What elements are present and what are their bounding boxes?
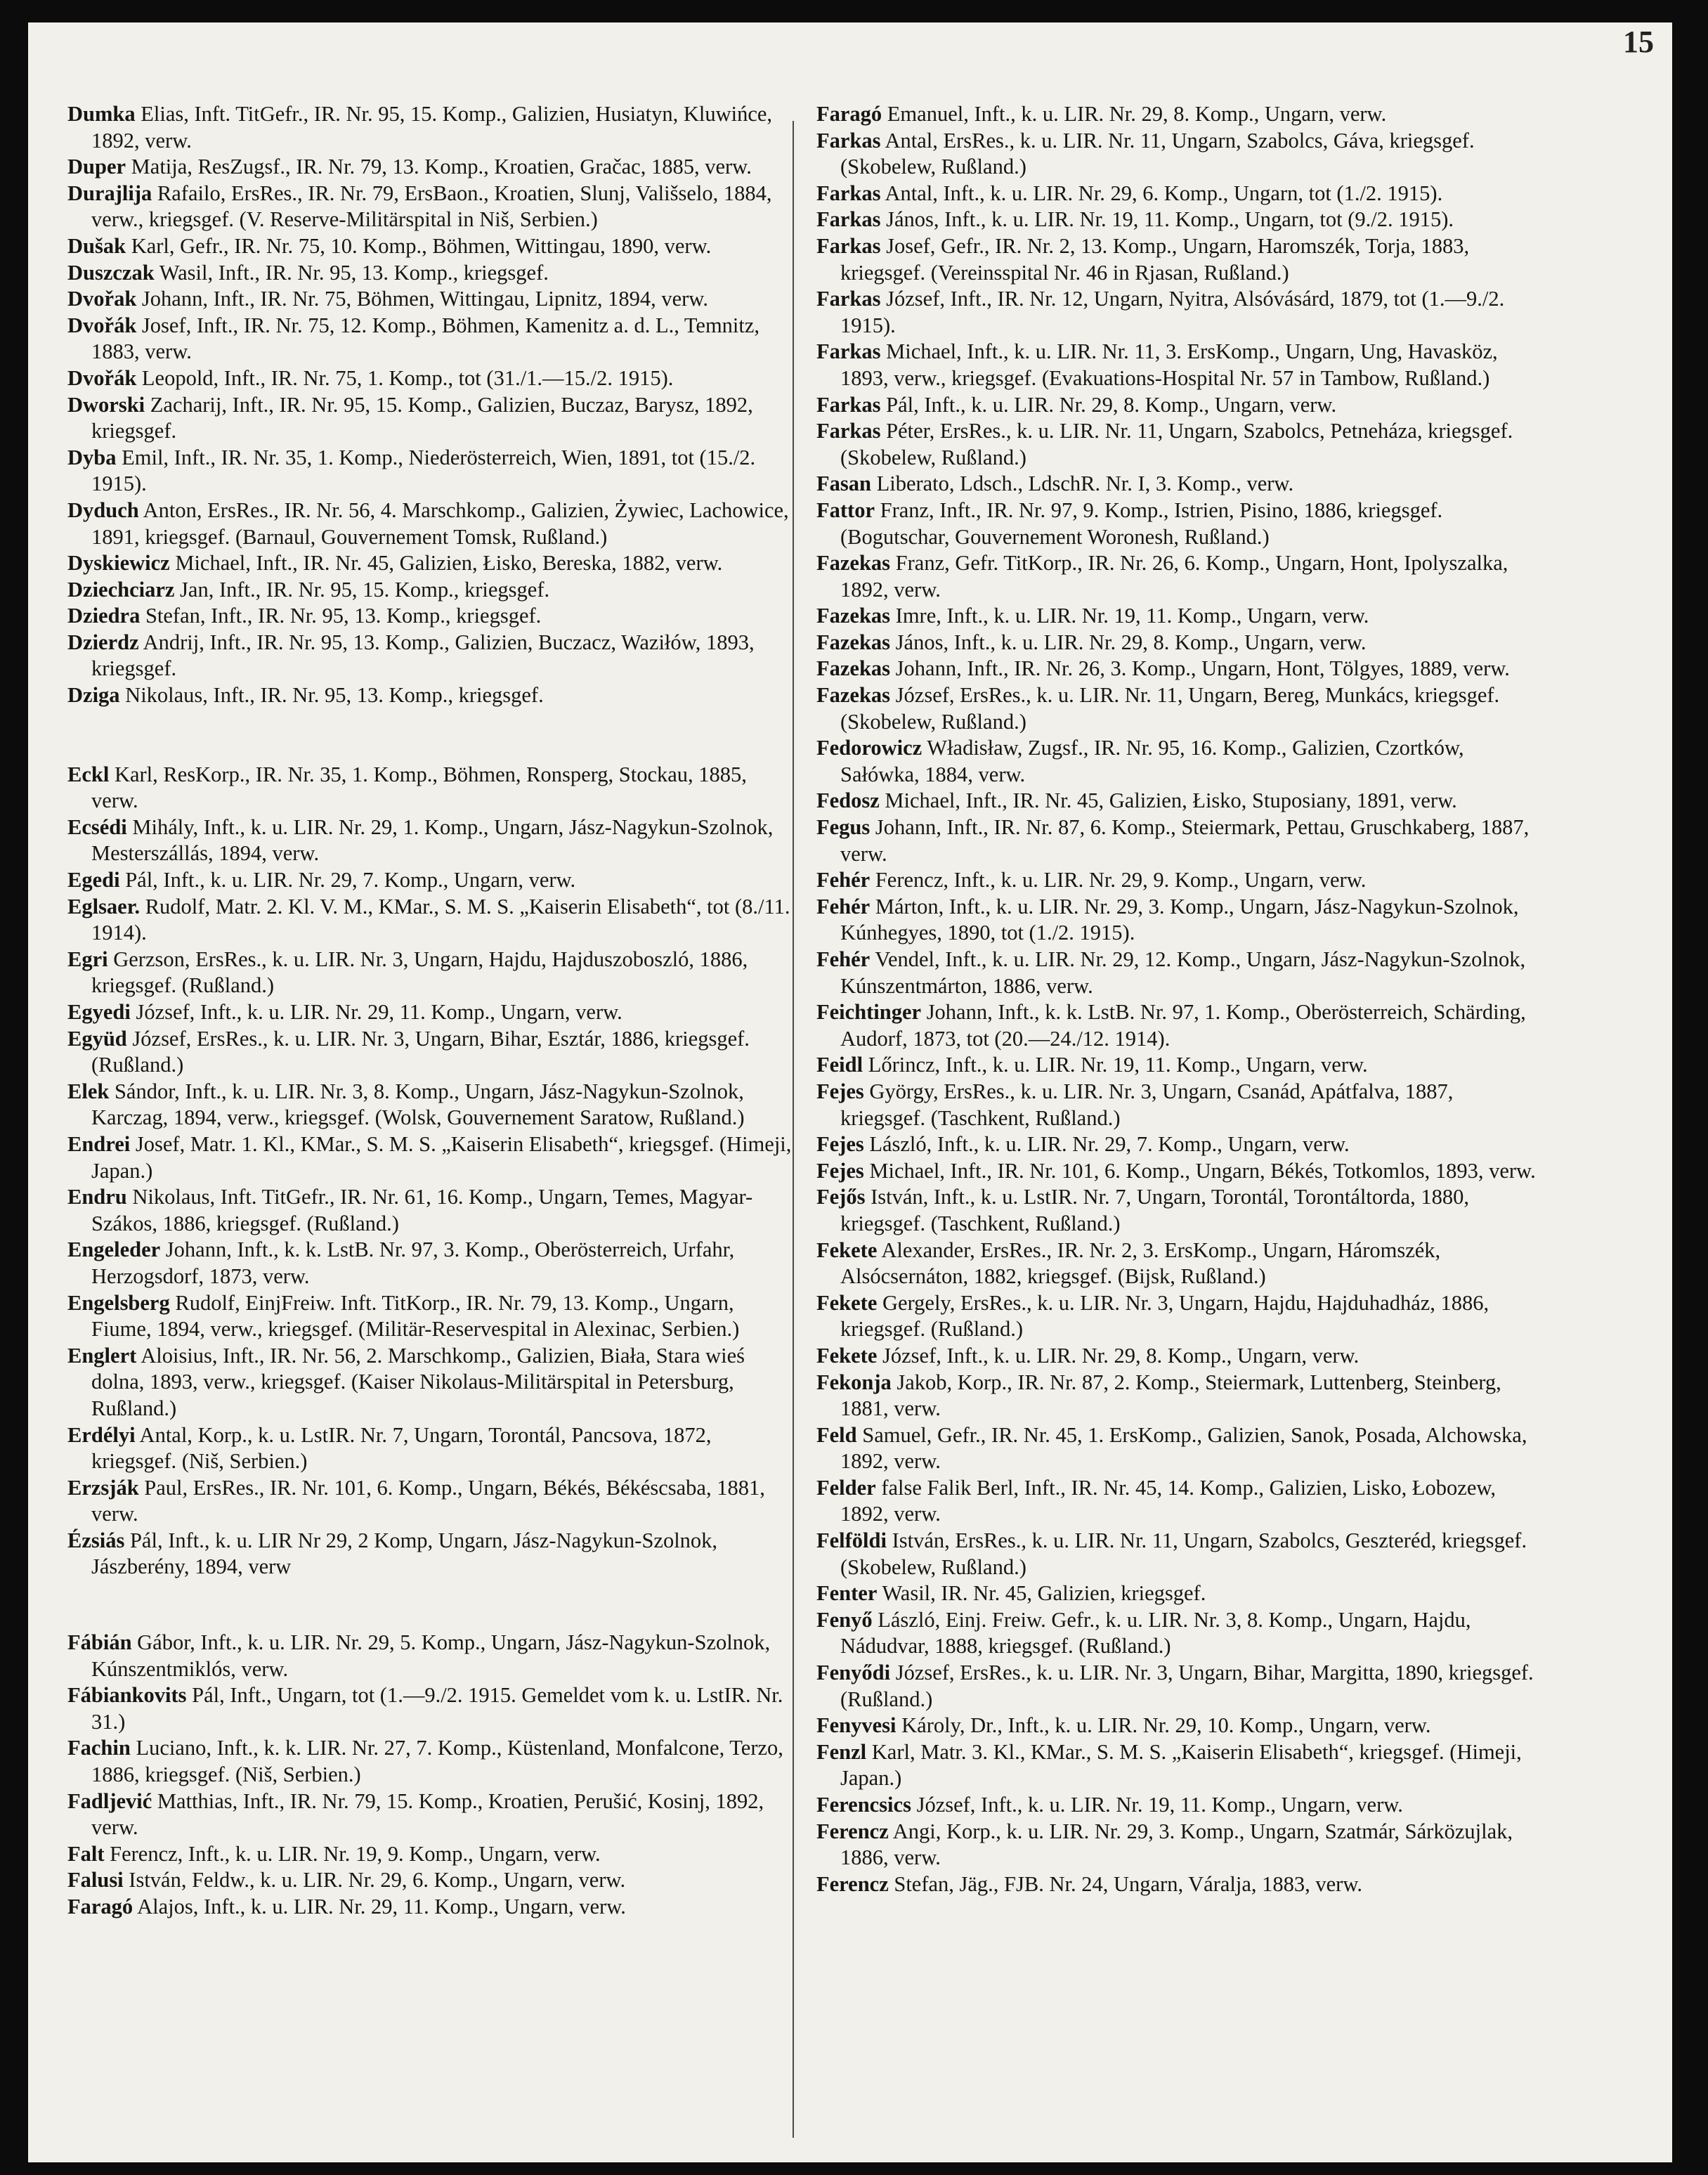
- entry-details: Karl, Gefr., IR. Nr. 75, 10. Komp., Böhmen, Wittingau, 1890, verw.: [131, 233, 712, 258]
- right-column: [816, 101, 1544, 1897]
- entry-surname: Farkas: [816, 128, 881, 152]
- entry-details: Pál, Inft., Ungarn, tot (1.—9./2. 1915. Gemeldet vom k. u. LstIR. Nr. 31.): [91, 1683, 783, 1734]
- entry-surname: Dyba: [67, 445, 117, 469]
- entry-surname: Falusi: [67, 1868, 124, 1892]
- entry-details: Vendel, Inft., k. u. LIR. Nr. 29, 12. Komp., Ungarn, Jász-Nagykun-Szolnok, Kúnszentmárton, 1886, verw.: [840, 947, 1526, 998]
- list-entry: [816, 471, 1544, 498]
- entry-details: Antal, ErsRes., k. u. LIR. Nr. 11, Ungarn, Szabolcs, Gáva, kriegsgef. (Skobelew, Rußland.): [840, 128, 1475, 179]
- entry-details: Franz, Inft., IR. Nr. 97, 9. Komp., Istrien, Pisino, 1886, kriegsgef. (Bogutschar, Gouvernement Woronesh, Rußland.): [840, 498, 1443, 549]
- entry-surname: Fejes: [816, 1132, 864, 1157]
- list-entry: [816, 735, 1544, 788]
- list-entry: [816, 1739, 1544, 1792]
- entry-details: Jan, Inft., IR. Nr. 95, 15. Komp., kriegsgef.: [180, 577, 550, 602]
- entry-details: László, Einj. Freiw. Gefr., k. u. LIR. Nr. 3, 8. Komp., Ungarn, Hajdu, Nádudvar, 1888, kriegsgef. (Rußland.): [840, 1607, 1471, 1658]
- entry-details: Liberato, Ldsch., LdschR. Nr. I, 3. Komp., verw.: [876, 472, 1294, 496]
- list-entry: [816, 947, 1544, 999]
- entry-details: Pál, Inft., k. u. LIR. Nr. 29, 8. Komp., Ungarn, verw.: [886, 392, 1337, 417]
- entry-details: Péter, ErsRes., k. u. LIR. Nr. 11, Ungarn, Szabolcs, Petneháza, kriegsgef. (Skobelew, Rußland.): [840, 419, 1513, 469]
- entry-details: József, ErsRes., k. u. LIR. Nr. 3, Ungarn, Bihar, Margitta, 1890, kriegsgef. (Rußland.): [840, 1661, 1534, 1711]
- entry-details: Pál, Inft., k. u. LIR Nr 29, 2 Komp, Ungarn, Jász-Nagykun-Szolnok, Jászberény, 1894, verw: [91, 1528, 718, 1579]
- entry-details: Zacharij, Inft., IR. Nr. 95, 15. Komp., Galizien, Buczaz, Barysz, 1892, kriegsgef.: [91, 392, 753, 443]
- section-spacer: [67, 709, 795, 762]
- entry-surname: Fazekas: [816, 630, 891, 654]
- entry-details: Andrij, Inft., IR. Nr. 95, 13. Komp., Galizien, Buczacz, Waziłów, 1893, kriegsgef.: [91, 630, 755, 681]
- list-entry: [67, 286, 795, 313]
- list-entry: [67, 1682, 795, 1735]
- entry-surname: Fenyvesi: [816, 1713, 897, 1738]
- list-entry: [67, 682, 795, 709]
- entry-surname: Fejes: [816, 1158, 864, 1183]
- entry-details: Samuel, Gefr., IR. Nr. 45, 1. ErsKomp., Galizien, Sanok, Posada, Alchowska, 1892, verw.: [840, 1422, 1527, 1474]
- entry-details: Michael, Inft., IR. Nr. 101, 6. Komp., Ungarn, Békés, Totkomlos, 1893, verw.: [869, 1158, 1536, 1183]
- entry-details: Władisław, Zugsf., IR. Nr. 95, 16. Komp., Galizien, Czortków, Sałówka, 1884, verw.: [840, 736, 1464, 786]
- entry-surname: Felder: [816, 1475, 876, 1500]
- list-entry: [816, 1607, 1544, 1660]
- entry-details: Ferencz, Inft., k. u. LIR. Nr. 29, 9. Komp., Ungarn, verw.: [875, 868, 1367, 892]
- entry-details: Stefan, Jäg., FJB. Nr. 24, Ungarn, Váralja, 1883, verw.: [894, 1871, 1363, 1896]
- list-entry: [67, 603, 795, 630]
- list-entry: [816, 207, 1544, 233]
- entry-details: Johann, Inft., IR. Nr. 75, Böhmen, Wittingau, Lipnitz, 1894, verw.: [141, 287, 708, 311]
- entry-surname: Farkas: [816, 339, 881, 364]
- entry-details: Mihály, Inft., k. u. LIR. Nr. 29, 1. Komp., Ungarn, Jász-Nagykun-Szolnok, Mesterszállás, 1894, verw.: [91, 814, 774, 866]
- entry-details: József, Inft., k. u. LIR. Nr. 19, 11. Komp., Ungarn, verw.: [916, 1793, 1403, 1817]
- entry-surname: Fadljević: [67, 1788, 152, 1813]
- entry-surname: Faragó: [67, 1895, 133, 1918]
- entry-details: József, Inft., k. u. LIR. Nr. 29, 11. Komp., Ungarn, verw.: [136, 1000, 622, 1024]
- list-entry: [67, 630, 795, 682]
- list-entry: [816, 1475, 1544, 1528]
- list-entry: [67, 1237, 795, 1290]
- entry-surname: Dziga: [67, 683, 120, 708]
- list-entry: [816, 1290, 1544, 1343]
- entry-surname: Fekete: [816, 1238, 878, 1262]
- list-entry: [67, 260, 795, 287]
- list-entry: [67, 392, 795, 445]
- entry-details: István, Inft., k. u. LstIR. Nr. 7, Ungarn, Torontál, Torontáltorda, 1880, kriegsgef. (Taschkent, Rußland.): [840, 1185, 1469, 1235]
- list-entry: [816, 1422, 1544, 1475]
- list-entry: [816, 894, 1544, 947]
- entry-surname: Együd: [67, 1026, 127, 1051]
- entry-surname: Fazekas: [816, 656, 891, 681]
- list-entry: [67, 1841, 795, 1868]
- entry-surname: Ézsiás: [67, 1528, 125, 1552]
- list-entry: [816, 1580, 1544, 1607]
- entry-details: Johann, Inft., IR. Nr. 26, 3. Komp., Ungarn, Hont, Tölgyes, 1889, verw.: [895, 656, 1510, 681]
- list-entry: [816, 418, 1544, 471]
- list-entry: [67, 1026, 795, 1079]
- list-entry: [67, 814, 795, 867]
- entry-details: Gerzson, ErsRes., k. u. LIR. Nr. 3, Ungarn, Hajdu, Hajduszoboszló, 1886, kriegsgef. (Rußland.): [91, 947, 748, 998]
- entry-details: Johann, Inft., IR. Nr. 87, 6. Komp., Steiermark, Pettau, Gruschkaberg, 1887, verw.: [840, 815, 1530, 866]
- entry-surname: Ferencz: [816, 1819, 889, 1843]
- entry-details: Alajos, Inft., k. u. LIR. Nr. 29, 11. Komp., Ungarn, verw.: [137, 1895, 626, 1918]
- list-entry: [67, 1788, 795, 1841]
- list-entry: [67, 947, 795, 999]
- entry-details: Matthias, Inft., IR. Nr. 79, 15. Komp., Kroatien, Perušić, Kosinj, 1892, verw.: [91, 1788, 764, 1840]
- list-entry: [816, 1370, 1544, 1422]
- entry-surname: Dušak: [67, 233, 126, 258]
- list-entry: [67, 1894, 795, 1921]
- section-d: [67, 101, 795, 709]
- list-entry: [67, 550, 795, 577]
- entry-surname: Dvořak: [67, 287, 137, 311]
- list-entry: [816, 498, 1544, 550]
- entry-surname: Endru: [67, 1185, 127, 1209]
- list-entry: [67, 498, 795, 550]
- entry-surname: Fachin: [67, 1736, 131, 1760]
- list-entry: [67, 867, 795, 894]
- entry-surname: Fehér: [816, 894, 871, 918]
- list-entry: [67, 1735, 795, 1788]
- entry-details: Josef, Inft., IR. Nr. 75, 12. Komp., Böhmen, Kamenitz a. d. L., Temnitz, 1883, verw.: [91, 313, 760, 364]
- entry-surname: Engeleder: [67, 1238, 161, 1262]
- entry-surname: Eglsaer.: [67, 894, 141, 918]
- entry-surname: Engelsberg: [67, 1290, 170, 1315]
- entry-details: Rafailo, ErsRes., IR. Nr. 79, ErsBaon., Kroatien, Slunj, Vališselo, 1884, verw., kriegsgef. (V. Reserve-Militärspital in Niš, Serbien.): [91, 181, 772, 232]
- entry-details: István, ErsRes., k. u. LIR. Nr. 11, Ungarn, Szabolcs, Geszteréd, kriegsgef. (Skobelew, Rußland.): [840, 1528, 1527, 1579]
- entry-details: Angi, Korp., k. u. LIR. Nr. 29, 3. Komp., Ungarn, Szatmár, Sárközujlak, 1886, verw.: [840, 1819, 1513, 1870]
- entry-surname: Fazekas: [816, 604, 891, 628]
- entry-surname: Dvořák: [67, 313, 137, 337]
- entry-details: Márton, Inft., k. u. LIR. Nr. 29, 3. Komp., Ungarn, Jász-Nagykun-Szolnok, Kúnhegyes, 1890, tot (1./2. 1915).: [840, 894, 1519, 945]
- entry-details: Imre, Inft., k. u. LIR. Nr. 19, 11. Komp., Ungarn, verw.: [895, 604, 1369, 628]
- entry-details: Josef, Matr. 1. Kl., KMar., S. M. S. „Kaiserin Elisabeth“, kriegsgef. (Himeji, Japan.): [91, 1131, 792, 1183]
- entry-details: Elias, Inft. TitGefr., IR. Nr. 95, 15. Komp., Galizien, Husiatyn, Kluwińce, 1892, verw.: [91, 102, 773, 152]
- entry-surname: Fábiankovits: [67, 1683, 187, 1708]
- list-entry: [816, 128, 1544, 181]
- list-entry: [67, 1343, 795, 1422]
- entry-details: Gergely, ErsRes., k. u. LIR. Nr. 3, Ungarn, Hajdu, Hajduhadház, 1886, kriegsgef. (Rußland.): [840, 1290, 1489, 1342]
- list-entry: [67, 154, 795, 181]
- page-number: 15: [1623, 25, 1654, 59]
- entry-surname: Farkas: [816, 181, 881, 205]
- list-entry: [67, 445, 795, 498]
- entry-surname: Egyedi: [67, 1000, 131, 1024]
- entry-details: false Falik Berl, Inft., IR. Nr. 45, 14. Komp., Galizien, Lisko, Łobozew, 1892, verw.: [840, 1475, 1497, 1526]
- entry-surname: Farkas: [816, 287, 881, 311]
- list-entry: [67, 999, 795, 1026]
- entry-details: Aloisius, Inft., IR. Nr. 56, 2. Marschkomp., Galizien, Biała, Stara wieś dolna, 1893, verw., kriegsgef. (Kaiser Nikolaus-Militärspital in Petersburg, Rußland.): [91, 1343, 745, 1420]
- entry-surname: Durajlija: [67, 181, 152, 205]
- entry-surname: Englert: [67, 1343, 137, 1368]
- entry-surname: Dyskiewicz: [67, 551, 170, 576]
- list-entry: [816, 550, 1544, 603]
- entry-surname: Feichtinger: [816, 1000, 922, 1025]
- list-entry: [67, 1422, 795, 1475]
- entry-surname: Endrei: [67, 1131, 131, 1156]
- entry-surname: Dvořák: [67, 365, 137, 390]
- list-entry: [816, 286, 1544, 339]
- entry-surname: Erzsják: [67, 1475, 139, 1500]
- entry-details: Lőrincz, Inft., k. u. LIR. Nr. 19, 11. Komp., Ungarn, verw.: [868, 1053, 1368, 1077]
- section-spacer: [67, 1580, 795, 1630]
- entry-surname: Falt: [67, 1841, 105, 1866]
- entry-surname: Dumka: [67, 102, 136, 126]
- list-entry: [816, 1819, 1544, 1871]
- entry-surname: Ferencsics: [816, 1793, 911, 1817]
- list-entry: [816, 1713, 1544, 1739]
- list-entry: [816, 999, 1544, 1052]
- list-entry: [67, 1290, 795, 1343]
- entry-details: József, Inft., k. u. LIR. Nr. 29, 8. Komp., Ungarn, verw.: [882, 1343, 1360, 1368]
- list-entry: [816, 1158, 1544, 1185]
- entry-surname: Ecsédi: [67, 814, 127, 839]
- entry-details: Nikolaus, Inft., IR. Nr. 95, 13. Komp., kriegsgef.: [125, 683, 544, 708]
- list-entry: [816, 1660, 1544, 1713]
- entry-surname: Farkas: [816, 392, 881, 417]
- list-entry: [816, 1343, 1544, 1370]
- list-entry: [816, 101, 1544, 128]
- entry-details: József, ErsRes., k. u. LIR. Nr. 3, Ungarn, Bihar, Esztár, 1886, kriegsgef. (Rußland.): [91, 1026, 750, 1077]
- entry-details: Nikolaus, Inft. TitGefr., IR. Nr. 61, 16. Komp., Ungarn, Temes, Magyar-Szákos, 1886, kriegsgef. (Rußland.): [91, 1185, 753, 1235]
- list-entry: [816, 181, 1544, 207]
- entry-surname: Felföldi: [816, 1528, 887, 1553]
- entry-surname: Fehér: [816, 868, 871, 892]
- list-entry: [67, 181, 795, 233]
- list-entry: [67, 1630, 795, 1682]
- entry-surname: Fenzl: [816, 1739, 867, 1764]
- entry-details: István, Feldw., k. u. LIR. Nr. 29, 6. Komp., Ungarn, verw.: [129, 1868, 626, 1892]
- list-entry: [67, 1079, 795, 1131]
- list-entry: [67, 1131, 795, 1184]
- entry-details: Wasil, IR. Nr. 45, Galizien, kriegsgef.: [882, 1581, 1206, 1606]
- section-f-continued: [816, 101, 1544, 1897]
- list-entry: [816, 339, 1544, 391]
- entry-details: László, Inft., k. u. LIR. Nr. 29, 7. Komp., Ungarn, verw.: [869, 1132, 1350, 1157]
- list-entry: [816, 867, 1544, 894]
- entry-details: Wasil, Inft., IR. Nr. 95, 13. Komp., kriegsgef.: [159, 260, 549, 285]
- entry-surname: Dziedra: [67, 604, 141, 628]
- entry-details: Michael, Inft., IR. Nr. 45, Galizien, Łisko, Bereska, 1882, verw.: [175, 551, 723, 576]
- entry-details: Karl, Matr. 3. Kl., KMar., S. M. S. „Kaiserin Elisabeth“, kriegsgef. (Himeji, Japan.): [840, 1739, 1522, 1791]
- entry-details: Jakob, Korp., IR. Nr. 87, 2. Komp., Steiermark, Luttenberg, Steinberg, 1881, verw.: [840, 1370, 1501, 1421]
- entry-surname: Egedi: [67, 868, 120, 892]
- entry-surname: Farkas: [816, 207, 881, 232]
- entry-details: József, Inft., IR. Nr. 12, Ungarn, Nyitra, Alsóvásárd, 1879, tot (1.—9./2. 1915).: [840, 287, 1505, 337]
- entry-surname: Fekete: [816, 1290, 878, 1315]
- list-entry: [816, 1184, 1544, 1237]
- entry-details: Johann, Inft., k. k. LstB. Nr. 97, 1. Komp., Oberösterreich, Schärding, Audorf, 1873, tot (20.—24./12. 1914).: [840, 1000, 1526, 1051]
- entry-surname: Feidl: [816, 1053, 863, 1077]
- entry-details: János, Inft., k. u. LIR. Nr. 19, 11. Komp., Ungarn, tot (9./2. 1915).: [886, 207, 1454, 232]
- list-entry: [67, 894, 795, 947]
- entry-details: Josef, Gefr., IR. Nr. 2, 13. Komp., Ungarn, Haromszék, Torja, 1883, kriegsgef. (Vereinsspital Nr. 46 in Rjasan, Rußland.): [840, 233, 1470, 285]
- list-entry: [67, 313, 795, 365]
- list-entry: [816, 1528, 1544, 1580]
- entry-details: Emanuel, Inft., k. u. LIR. Nr. 29, 8. Komp., Ungarn, verw.: [887, 102, 1387, 126]
- entry-surname: Ferencz: [816, 1871, 889, 1896]
- list-entry: [816, 630, 1544, 656]
- entry-surname: Duper: [67, 155, 126, 179]
- entry-details: Alexander, ErsRes., IR. Nr. 2, 3. ErsKomp., Ungarn, Háromszék, Alsócsernáton, 1882, kriegsgef. (Bijsk, Rußland.): [840, 1238, 1441, 1289]
- entry-surname: Fekete: [816, 1343, 878, 1368]
- entry-details: Stefan, Inft., IR. Nr. 95, 13. Komp., kriegsgef.: [145, 604, 542, 628]
- entry-surname: Fegus: [816, 815, 871, 840]
- entry-surname: Farkas: [816, 419, 881, 443]
- entry-surname: Dzierdz: [67, 630, 139, 654]
- entry-details: Antal, Korp., k. u. LstIR. Nr. 7, Ungarn, Torontál, Pancsova, 1872, kriegsgef. (Niš, Serbien.): [91, 1422, 712, 1474]
- entry-details: Michael, Inft., IR. Nr. 45, Galizien, Łisko, Stuposiany, 1891, verw.: [885, 788, 1457, 813]
- entry-surname: Dziechciarz: [67, 577, 175, 602]
- list-entry: [816, 788, 1544, 814]
- list-entry: [67, 762, 795, 814]
- entry-details: Leopold, Inft., IR. Nr. 75, 1. Komp., tot (31./1.—15./2. 1915).: [141, 365, 674, 390]
- section-e: [67, 762, 795, 1580]
- list-entry: [816, 1792, 1544, 1819]
- list-entry: [816, 1871, 1544, 1898]
- entry-details: Ferencz, Inft., k. u. LIR. Nr. 19, 9. Komp., Ungarn, verw.: [110, 1841, 601, 1866]
- entry-surname: Fedorowicz: [816, 736, 923, 760]
- entry-surname: Fazekas: [816, 551, 891, 576]
- entry-surname: Farkas: [816, 233, 881, 258]
- column-divider: [793, 121, 794, 2138]
- list-entry: [816, 1052, 1544, 1079]
- entry-surname: Fasan: [816, 472, 871, 496]
- list-entry: [816, 656, 1544, 682]
- list-entry: [67, 1867, 795, 1894]
- entry-details: Rudolf, Matr. 2. Kl. V. M., KMar., S. M. S. „Kaiserin Elisabeth“, tot (8./11. 1914).: [91, 894, 790, 945]
- entry-details: József, ErsRes., k. u. LIR. Nr. 11, Ungarn, Bereg, Munkács, kriegsgef. (Skobelew, Rußland.): [840, 683, 1500, 734]
- entry-details: Gábor, Inft., k. u. LIR. Nr. 29, 5. Komp., Ungarn, Jász-Nagykun-Szolnok, Kúnszentmiklós, verw.: [91, 1630, 771, 1681]
- entry-surname: Fejős: [816, 1185, 866, 1209]
- entry-surname: Faragó: [816, 102, 882, 126]
- entry-details: Antal, Inft., k. u. LIR. Nr. 29, 6. Komp., Ungarn, tot (1./2. 1915).: [885, 181, 1443, 205]
- list-entry: [67, 1184, 795, 1237]
- list-entry: [816, 814, 1544, 867]
- entry-surname: Fenter: [816, 1581, 878, 1606]
- entry-details: Michael, Inft., k. u. LIR. Nr. 11, 3. ErsKomp., Ungarn, Ung, Havasköz, 1893, verw., kriegsgef. (Evakuations-Hospital Nr. 57 in Tambow, Rußland.): [840, 339, 1498, 390]
- entry-surname: Fekonja: [816, 1370, 892, 1394]
- entry-surname: Eckl: [67, 762, 110, 786]
- list-entry: [67, 101, 795, 154]
- list-entry: [816, 392, 1544, 419]
- entry-surname: Elek: [67, 1079, 110, 1103]
- entry-surname: Fenyődi: [816, 1661, 891, 1685]
- entry-details: Johann, Inft., k. k. LstB. Nr. 97, 3. Komp., Oberösterreich, Urfahr, Herzogsdorf, 1873, verw.: [91, 1238, 735, 1288]
- list-entry: [67, 1528, 795, 1580]
- list-entry: [67, 1475, 795, 1528]
- left-column: [67, 101, 795, 1921]
- entry-surname: Egri: [67, 947, 108, 971]
- entry-details: Sándor, Inft., k. u. LIR. Nr. 3, 8. Komp., Ungarn, Jász-Nagykun-Szolnok, Karczag, 1894, verw., kriegsgef. (Wolsk, Gouvernement Saratow, Rußland.): [91, 1079, 745, 1130]
- list-entry: [67, 365, 795, 392]
- entry-surname: Duszczak: [67, 260, 155, 285]
- entry-surname: Fejes: [816, 1079, 864, 1103]
- section-f: [67, 1630, 795, 1921]
- entry-details: Pál, Inft., k. u. LIR. Nr. 29, 7. Komp., Ungarn, verw.: [125, 868, 576, 892]
- list-entry: [816, 682, 1544, 735]
- document-page: [28, 22, 1672, 2162]
- entry-details: Károly, Dr., Inft., k. u. LIR. Nr. 29, 10. Komp., Ungarn, verw.: [901, 1713, 1431, 1738]
- entry-details: Karl, ResKorp., IR. Nr. 35, 1. Komp., Böhmen, Ronsperg, Stockau, 1885, verw.: [91, 762, 747, 813]
- entry-surname: Dyduch: [67, 498, 139, 522]
- entry-details: Luciano, Inft., k. k. LIR. Nr. 27, 7. Komp., Küstenland, Monfalcone, Terzo, 1886, kriegsgef. (Niš, Serbien.): [91, 1736, 783, 1787]
- list-entry: [816, 1131, 1544, 1158]
- entry-surname: Fehér: [816, 947, 871, 971]
- list-entry: [816, 1238, 1544, 1290]
- entry-details: Emil, Inft., IR. Nr. 35, 1. Komp., Niederösterreich, Wien, 1891, tot (15./2. 1915).: [91, 445, 756, 496]
- list-entry: [816, 603, 1544, 630]
- entry-surname: Erdélyi: [67, 1422, 136, 1447]
- entry-details: János, Inft., k. u. LIR. Nr. 29, 8. Komp., Ungarn, verw.: [895, 630, 1367, 654]
- entry-details: Rudolf, EinjFreiw. Inft. TitKorp., IR. Nr. 79, 13. Komp., Ungarn, Fiume, 1894, verw., kriegsgef. (Militär-Reservespital in Alexinac, Serbien.): [91, 1290, 740, 1342]
- list-entry: [816, 233, 1544, 286]
- entry-details: Matija, ResZugsf., IR. Nr. 79, 13. Komp., Kroatien, Gračac, 1885, verw.: [131, 155, 752, 179]
- entry-surname: Fazekas: [816, 683, 891, 708]
- entry-surname: Fenyő: [816, 1607, 873, 1632]
- entry-details: György, ErsRes., k. u. LIR. Nr. 3, Ungarn, Csanád, Apátfalva, 1887, kriegsgef. (Taschkent, Rußland.): [840, 1079, 1454, 1130]
- entry-surname: Feld: [816, 1422, 857, 1447]
- entry-surname: Fábián: [67, 1630, 132, 1655]
- entry-details: Paul, ErsRes., IR. Nr. 101, 6. Komp., Ungarn, Békés, Békéscsaba, 1881, verw.: [91, 1475, 765, 1526]
- entry-surname: Dworski: [67, 392, 145, 417]
- list-entry: [67, 233, 795, 260]
- entry-details: Anton, ErsRes., IR. Nr. 56, 4. Marschkomp., Galizien, Żywiec, Lachowice, 1891, kriegsgef. (Barnaul, Gouvernement Tomsk, Rußland.): [91, 498, 789, 549]
- entry-surname: Fattor: [816, 498, 875, 522]
- entry-details: Franz, Gefr. TitKorp., IR. Nr. 26, 6. Komp., Ungarn, Hont, Ipolyszalka, 1892, verw.: [840, 551, 1508, 602]
- list-entry: [67, 577, 795, 604]
- list-entry: [816, 1079, 1544, 1131]
- entry-surname: Fedosz: [816, 788, 880, 813]
